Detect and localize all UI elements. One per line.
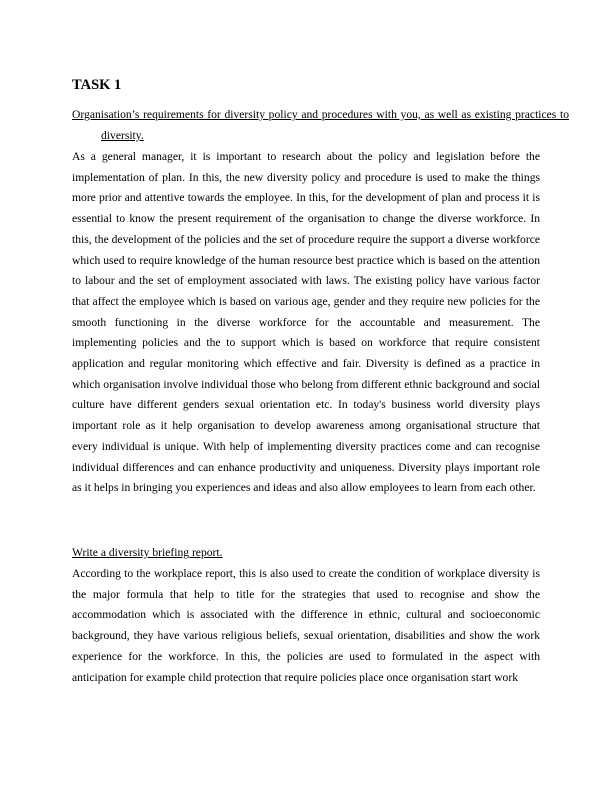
section-heading-briefing-report: Write a diversity briefing report.	[72, 546, 223, 559]
section-heading-diversity-requirements: Organisation’s requirements for diversity policy and procedures with you, as well as existing practices to diversity.	[72, 108, 569, 142]
task-title: TASK 1	[72, 77, 122, 93]
section-paragraph-briefing-report: According to the workplace report, this is also used to create the condition of workplace diversity is the major formula that help to title for the strategies that used to recognise and show the accommodation which is associated with the difference in ethnic, cultural and socioeconomic background, they have various religious beliefs, sexual orientation, disabilities and show the work experience for the workforce. In this, the policies are used to formulated in the aspect with anticipation for example child protection that require policies place once organisation start work	[72, 567, 540, 684]
section-paragraph-diversity-requirements: As a general manager, it is important to research about the policy and legislation before the implementation of plan. In this, the new diversity policy and procedure is used to make the things more prior and attentive towards the employee. In this, for the development of plan and process it is essential to know the present requirement of the organisation to change the diverse workforce. In this, the development of the policies and the set of procedure require the support a diverse workforce which used to require knowledge of the human resource best practice which is based on the attention to labour and the set of employment associated with laws. The existing policy have various factor that affect the employee which is based on various age, gender and they require new policies for the smooth functioning in the diverse workforce for the accountable and measurement. The implementing policies and the to support which is based on workforce that require consistent application and regular monitoring which effective and fair. Diversity is defined as a practice in which organisation involve individual those who belong from different ethnic background and social culture have different genders sexual orientation etc. In today's business world diversity plays important role as it help organisation to develop awareness among organisational structure that every individual is unique. With help of implementing diversity practices come and can recognise individual differences and can enhance productivity and uniqueness. Diversity plays important role as it helps in bringing you experiences and ideas and also allow employees to learn from each other.	[72, 150, 540, 495]
